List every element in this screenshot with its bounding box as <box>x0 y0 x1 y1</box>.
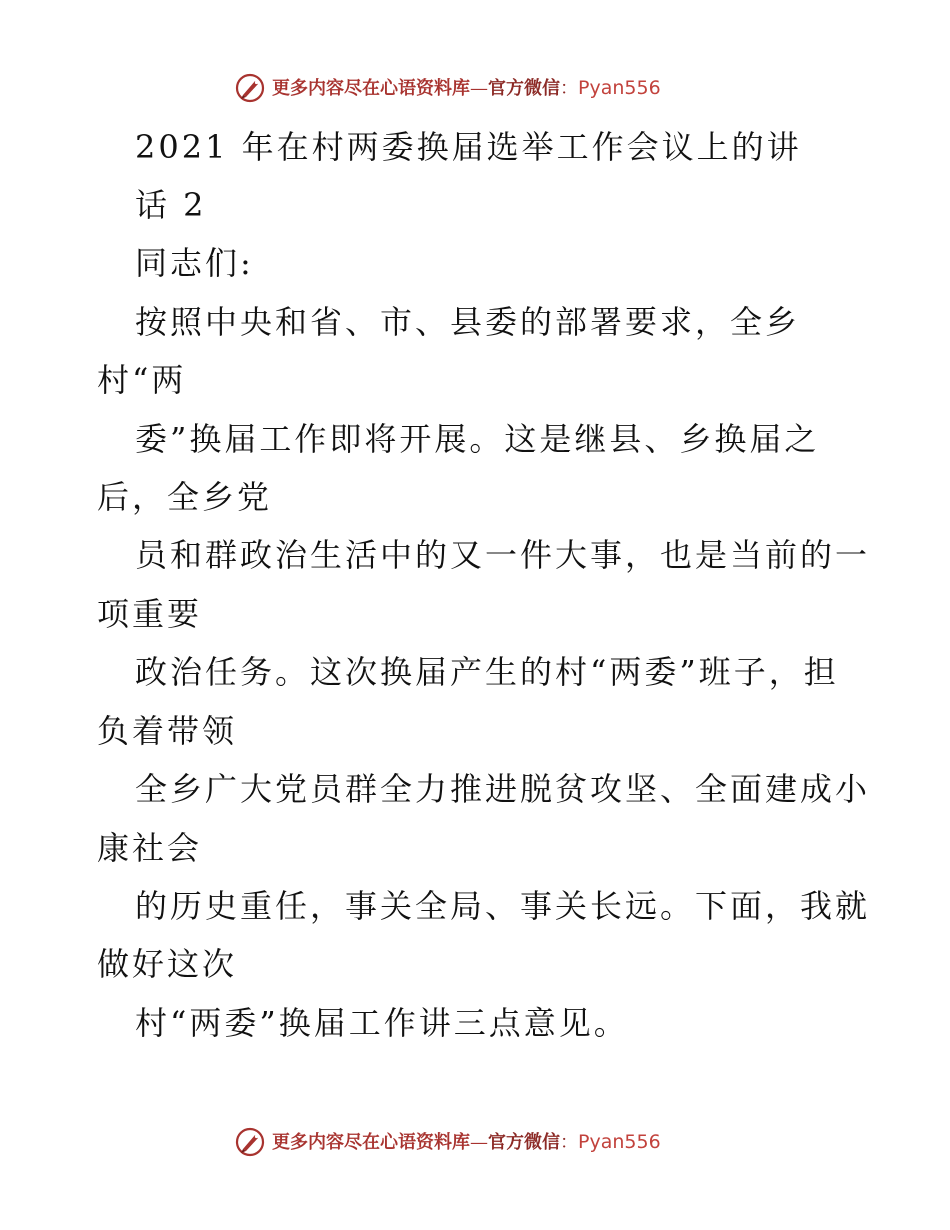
doc-title-line-1: 2021 年在村两委换届选举工作会议上的讲 <box>135 128 802 166</box>
watermark-separator: — <box>470 1132 488 1153</box>
watermark-official-label: 官方微信 <box>488 1132 560 1153</box>
doc-line: 员和群政治生活中的又一件大事，也是当前的一 <box>135 536 871 574</box>
pen-logo-icon <box>234 72 266 104</box>
watermark-colon: ： <box>560 78 578 99</box>
footer-watermark <box>0 1122 950 1162</box>
doc-line: 全乡广大党员群全力推进脱贫攻坚、全面建成小 <box>135 770 871 808</box>
watermark-main-text: 更多内容尽在心语资料库 <box>272 1132 470 1153</box>
watermark-colon: ： <box>560 1132 578 1153</box>
doc-line: 政治任务。这次换届产生的村“两委”班子，担 <box>135 653 839 691</box>
watermark-wechat-id: Pyan556 <box>578 1131 661 1153</box>
doc-line: 委”换届工作即将开展。这是继县、乡换届之 <box>135 420 820 458</box>
watermark-official-label: 官方微信 <box>488 78 560 99</box>
doc-line: 按照中央和省、市、县委的部署要求，全乡 <box>135 303 801 341</box>
watermark-main-text: 更多内容尽在心语资料库 <box>272 78 470 99</box>
doc-line: 做好这次 <box>97 945 238 983</box>
doc-salutation: 同志们: <box>135 244 254 282</box>
watermark-text <box>272 76 661 101</box>
doc-title-line-2: 话 2 <box>135 186 207 224</box>
header-watermark <box>0 68 950 108</box>
pen-logo-icon <box>234 1126 266 1158</box>
watermark-separator: — <box>470 78 488 99</box>
watermark-text <box>272 1130 661 1155</box>
doc-line: 村“两委”换届工作讲三点意见。 <box>135 1004 629 1042</box>
doc-line: 后，全乡党 <box>97 478 273 516</box>
doc-line: 负着带领 <box>97 712 238 750</box>
doc-line: 项重要 <box>97 595 203 633</box>
doc-line: 村“两 <box>97 361 187 399</box>
watermark-wechat-id: Pyan556 <box>578 77 661 99</box>
doc-line: 康社会 <box>97 829 203 867</box>
doc-line: 的历史重任，事关全局、事关长远。下面，我就 <box>135 887 871 925</box>
